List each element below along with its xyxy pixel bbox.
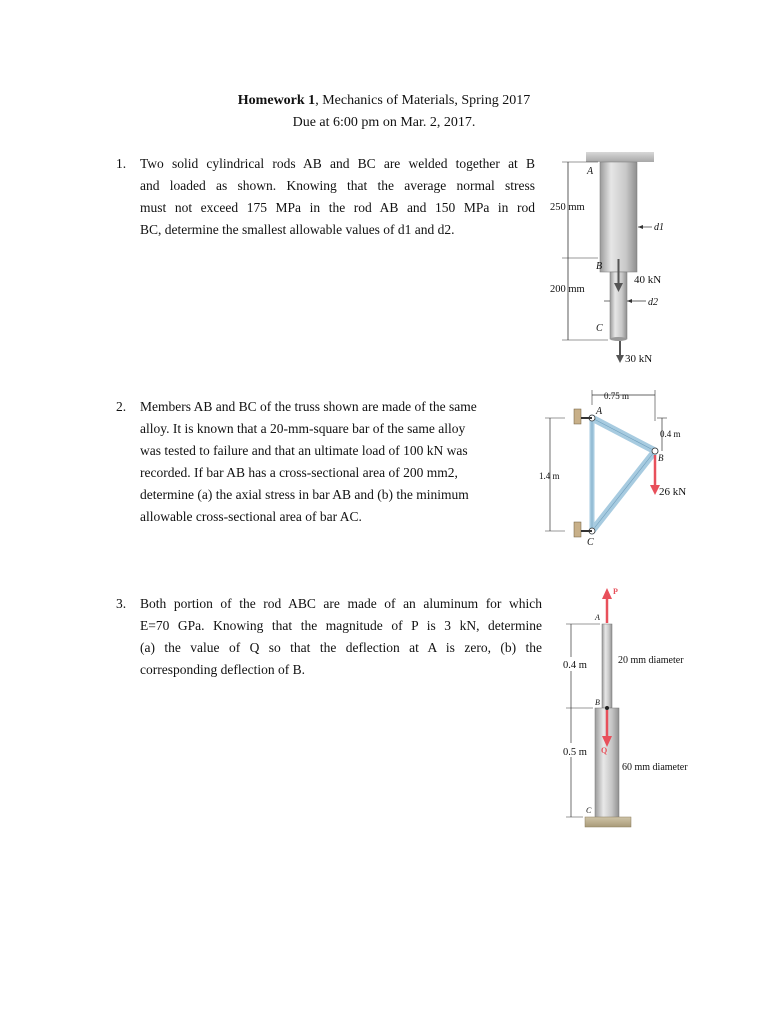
document-header <box>0 90 768 134</box>
dim-ab-label: 250 mm <box>550 202 585 213</box>
problem-text <box>140 153 535 241</box>
homework-title: Homework 1 <box>237 93 316 108</box>
dim-bc-label: 0.5 m <box>563 747 587 758</box>
point-b-label: B <box>596 261 603 272</box>
point-a-label: A <box>596 406 603 417</box>
point-a-label: A <box>587 166 594 177</box>
dim-vertical-b-label: 0.4 m <box>660 429 681 439</box>
course-title: , Mechanics of Materials, Spring 2017 <box>315 93 531 108</box>
load-q-label: Q <box>601 746 608 755</box>
load-b-label: 26 kN <box>659 486 687 498</box>
problem-line: must not exceed 175 MPa in the rod AB and 150 MPa in rod <box>140 200 535 215</box>
problem-line: E=70 GPa. Knowing that the magnitude of P is 3 kN, determine <box>140 618 542 633</box>
support-a <box>574 409 581 424</box>
point-c-label: C <box>587 537 594 548</box>
point-a-label: A <box>595 613 600 622</box>
diam-ab-label: 20 mm diameter <box>618 655 684 666</box>
support-c <box>574 522 581 537</box>
problem-line: and loaded as shown. Knowing that the average normal stress <box>140 178 535 193</box>
dim-bc-label: 200 mm <box>550 284 585 295</box>
dim-ab-label: 0.4 m <box>563 660 587 671</box>
rod-ab <box>602 624 612 708</box>
point-b-label: B <box>595 698 600 707</box>
problem-line: determine (a) the axial stress in bar AB and (b) the minimum <box>140 487 469 502</box>
problem-line: BC, determine the smallest allowable values of d1 and d2. <box>140 222 455 237</box>
load-c-label: 30 kN <box>625 353 653 365</box>
problem-line: Members AB and BC of the truss shown are made of the same <box>140 399 477 414</box>
figure-1-stepped-rod <box>540 145 680 375</box>
problem-number: 2. <box>116 399 127 414</box>
base-support <box>585 817 631 827</box>
problem-line: recorded. If bar AB has a cross-sectional area of 200 mm2, <box>140 465 458 480</box>
load-p-label: P <box>613 587 618 596</box>
problem-line: was tested to failure and that an ultimate load of 100 kN was <box>140 443 468 458</box>
figure-3-rod <box>555 583 715 833</box>
point-c-label: C <box>586 806 592 815</box>
dim-height-label: 1.4 m <box>539 471 560 481</box>
due-date: Due at 6:00 pm on Mar. 2, 2017. <box>292 115 476 130</box>
problem-line: Two solid cylindrical rods AB and BC are welded together at B <box>140 156 535 171</box>
problem-text <box>140 396 525 528</box>
problem-number: 3. <box>116 596 127 611</box>
figure-2-truss <box>535 385 710 555</box>
dim-horizontal-label: 0.75 m <box>604 391 630 401</box>
d2-label: d2 <box>648 297 658 308</box>
point-b-label: B <box>658 453 664 463</box>
point-c-label: C <box>596 323 603 334</box>
title-line <box>0 90 768 112</box>
problem-line: alloy. It is known that a 20-mm-square bar of the same alloy <box>140 421 466 436</box>
problem-line: corresponding deflection of B. <box>140 662 305 677</box>
support-ceiling <box>586 152 654 162</box>
problem-line: Both portion of the rod ABC are made of an aluminum for which <box>140 596 542 611</box>
problem-line: allowable cross-sectional area of bar AC. <box>140 509 362 524</box>
rod-ab <box>600 162 637 272</box>
problem-number: 1. <box>116 156 127 171</box>
problem-line: (a) the value of Q so that the deflection at A is zero, (b) the <box>140 640 542 655</box>
diam-bc-label: 60 mm diameter <box>622 762 688 773</box>
problem-text <box>140 593 542 681</box>
load-b-label: 40 kN <box>634 274 662 286</box>
d1-label: d1 <box>654 222 664 233</box>
